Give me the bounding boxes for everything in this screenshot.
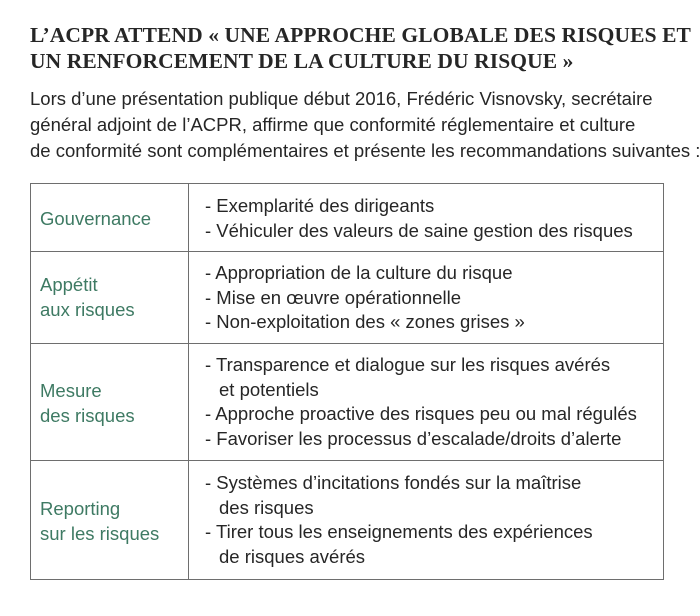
row-label-line: sur les risques: [40, 523, 160, 544]
row-items: [205, 471, 593, 569]
row-items: [205, 261, 525, 335]
recommendations-table: [30, 183, 664, 580]
row-label-line: Reporting: [40, 498, 121, 519]
list-item-line: des risques: [219, 496, 314, 518]
box-title-line: L’ACPR ATTEND « UNE APPROCHE GLOBALE DES RISQUES ET: [30, 23, 691, 47]
intro-paragraph: [30, 86, 700, 164]
box-title-line: UN RENFORCEMENT DE LA CULTURE DU RISQUE »: [30, 49, 574, 73]
row-label-line: aux risques: [40, 299, 135, 320]
list-item-line: de risques avérés: [219, 545, 366, 567]
intro-line: général adjoint de l’ACPR, affirme que conformité réglementaire et culture: [30, 114, 636, 135]
list-item-line: - Mise en œuvre opérationnelle: [205, 286, 462, 308]
list-item-line: - Systèmes d’incitations fondés sur la maîtrise: [205, 472, 582, 493]
list-item: [205, 286, 525, 311]
table-row-mesure: [31, 344, 663, 461]
intro-line: Lors d’une présentation publique début 2016, Frédéric Visnovsky, secrétaire: [30, 88, 653, 109]
list-item-line: et potentiels: [219, 378, 319, 400]
list-item: [205, 219, 633, 244]
row-label-line: Gouvernance: [40, 208, 152, 229]
list-item: [205, 261, 525, 286]
list-item: [205, 194, 633, 219]
row-label-line: Appétit: [40, 274, 98, 295]
list-item-line: - Non-exploitation des « zones grises »: [205, 311, 525, 332]
list-item-line: - Transparence et dialogue sur les risques avérés: [205, 354, 611, 375]
list-item: [205, 471, 593, 520]
row-items: [205, 194, 633, 243]
row-items: [205, 353, 637, 451]
list-item-line: - Favoriser les processus d’escalade/droits d’alerte: [205, 427, 622, 449]
list-item: [205, 353, 637, 402]
row-label: [40, 496, 159, 546]
list-item: [205, 427, 637, 452]
list-item-line: - Tirer tous les enseignements des expériences: [205, 521, 593, 542]
list-item-line: - Exemplarité des dirigeants: [205, 195, 435, 216]
list-item-line: - Véhiculer des valeurs de saine gestion des risques: [205, 219, 633, 241]
list-item: [205, 310, 525, 335]
list-item-line: - Appropriation de la culture du risque: [205, 262, 513, 283]
table-row-appetit: [31, 252, 663, 344]
intro-line: de conformité sont complémentaires et présente les recommandations suivantes :: [30, 140, 700, 161]
table-row-gouvernance: [31, 184, 663, 252]
row-label: [40, 378, 135, 428]
list-item: [205, 402, 637, 427]
list-item: [205, 520, 593, 569]
table-row-reporting: [31, 461, 663, 579]
row-label: [40, 206, 151, 231]
box-title: [30, 22, 691, 74]
row-label-line: des risques: [40, 405, 135, 426]
list-item-line: - Approche proactive des risques peu ou mal régulés: [205, 403, 637, 424]
row-label: [40, 272, 135, 322]
row-label-line: Mesure: [40, 380, 102, 401]
